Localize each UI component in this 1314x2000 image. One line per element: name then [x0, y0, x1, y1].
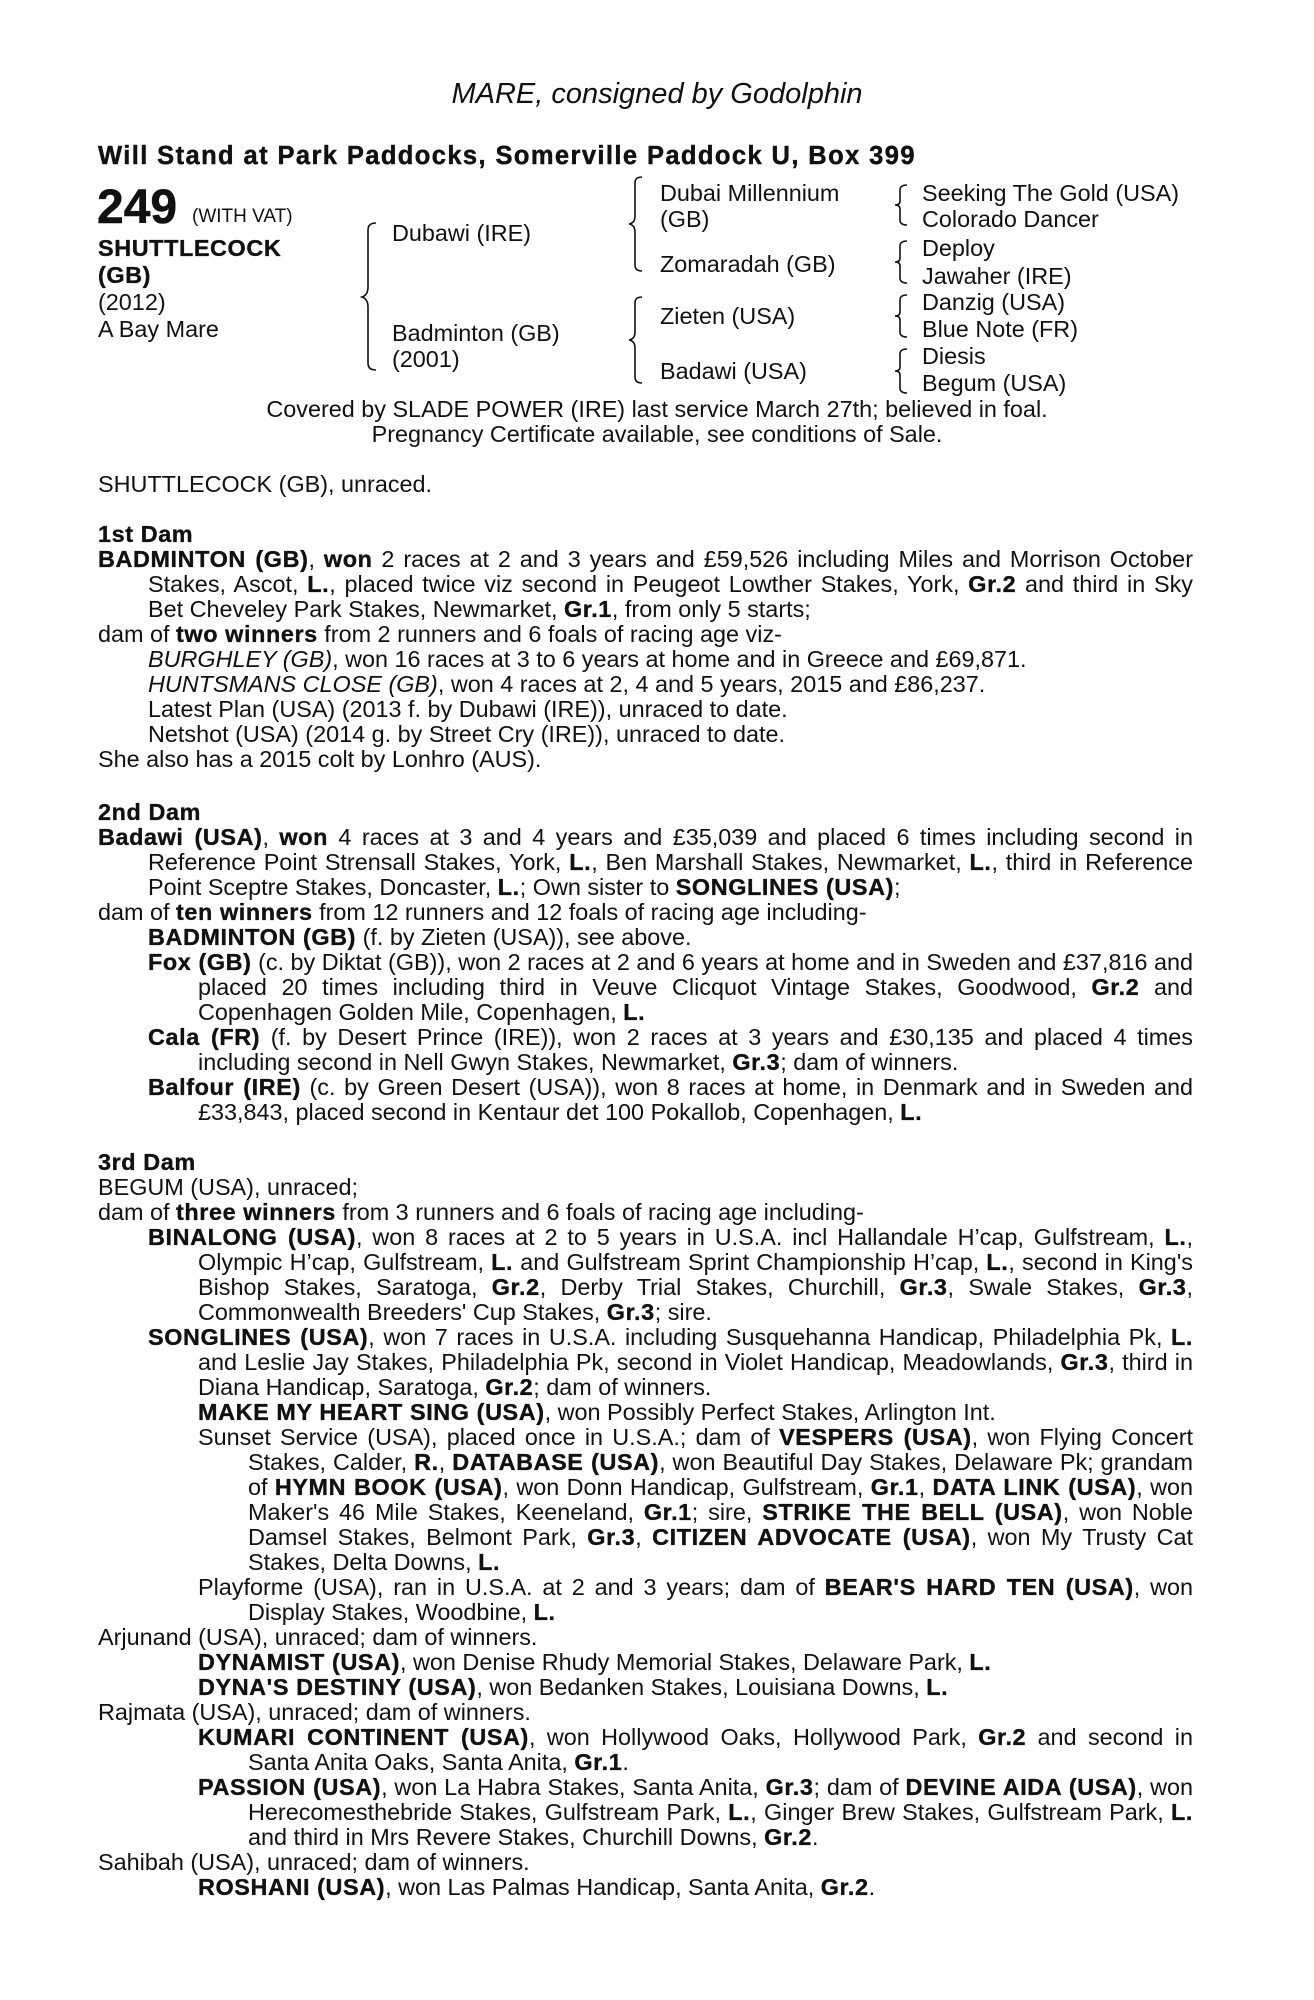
group-mark: Gr.3 [587, 1524, 636, 1550]
progeny-text: and Gulfstream Sprint Championship H’cap, [513, 1249, 987, 1275]
group-mark: Gr.3 [899, 1274, 948, 1300]
progeny-item [198, 1675, 1193, 1700]
progeny-item [198, 1575, 1193, 1625]
arjunand-line: Arjunand (USA), unraced; dam of winners. [98, 1624, 538, 1650]
group-mark: Gr.2 [1091, 974, 1140, 1000]
progeny-name: STRIKE THE BELL (USA) [762, 1499, 1063, 1525]
progeny-text: , won 4 races at 2, 4 and 5 years, 2015 and £86,237. [437, 671, 986, 697]
second-dam-text: 4 races at 3 and 4 years and £35,039 and placed 6 times including second in Reference Point Strensall Stakes, York, [148, 824, 1193, 875]
second-dam-name: Badawi (USA) [98, 824, 263, 850]
second-dam-text: ; Own sister to [519, 874, 676, 900]
progeny-text: , second in King's Bishop Stakes, Saratoga, [198, 1249, 1193, 1300]
progeny-text: , Olympic H’cap, Gulfstream, [198, 1224, 1193, 1275]
pedigree-sdd: Jawaher (IRE) [922, 263, 1072, 289]
progeny-text: ; dam of winners. [533, 1374, 712, 1400]
first-dam-name: BADMINTON (GB) [98, 546, 309, 572]
progeny-text: , won Flying Concert Stakes, Calder, [248, 1424, 1194, 1475]
pedigree-bracket-ss [893, 184, 913, 226]
group-mark: Gr.1 [574, 1749, 623, 1775]
page-title: MARE, consigned by Godolphin [451, 78, 863, 110]
progeny-text: , [918, 1474, 933, 1500]
progeny-text: , won 16 races at 3 to 6 years at home and in Greece and £69,871. [332, 646, 1027, 672]
dam-of-text: from 12 runners and 12 foals of racing age including- [312, 899, 867, 925]
listed-mark: L. [986, 1249, 1009, 1275]
progeny-name: DYNA'S DESTINY (USA) [198, 1674, 477, 1700]
second-dam-text: ; [893, 874, 901, 900]
progeny-text: , won My Trusty Cat Stakes, Delta Downs, [248, 1524, 1193, 1575]
progeny-text: ; dam of [813, 1774, 906, 1800]
progeny-item [198, 1725, 1193, 1775]
progeny-text: , Swale Stakes, [947, 1274, 1139, 1300]
progeny-text: and Leslie Jay Stakes, Philadelphia Pk, second in Violet Handicap, Meadowlands, [198, 1349, 1061, 1375]
third-dam-section [98, 1150, 1193, 1900]
progeny-text: Sunset Service (USA), placed once in U.S.A.; dam of [198, 1424, 780, 1450]
pedigree-dsd: Blue Note (FR) [922, 316, 1078, 342]
first-dam-also: She also has a 2015 colt by Lonhro (AUS). [98, 746, 542, 772]
progeny-item [148, 1075, 1193, 1125]
listed-mark: L. [1164, 1224, 1187, 1250]
dam-of-text: dam of [98, 1199, 177, 1225]
third-dam-progeny-list [98, 1225, 1193, 1625]
restricted-mark: R. [414, 1449, 439, 1475]
progeny-item [148, 647, 1193, 672]
group-mark: Gr.3 [765, 1774, 814, 1800]
first-dam-text: and third in Sky Bet Cheveley Park Stakes, Newmarket, [148, 571, 1194, 622]
progeny-text: Netshot (USA) (2014 g. by Street Cry (IRE)), unraced to date. [148, 721, 786, 747]
pedigree-bracket-ds [893, 294, 913, 338]
progeny-text: (c. by Green Desert (USA)), won 8 races at home, in Denmark and in Sweden and £33,843, placed second in Kentaur det 100 Pokallob, Copenhagen, [198, 1074, 1193, 1125]
listed-mark: L. [1171, 1324, 1193, 1350]
pedigree-dam-line1: Badminton (GB) [392, 320, 560, 346]
dam-of-text: from 2 runners and 6 foals of racing age viz- [317, 621, 782, 647]
progeny-name: BADMINTON (GB) [148, 924, 357, 950]
first-dam-won: won [323, 546, 373, 572]
progeny-item [148, 1025, 1193, 1075]
first-dam-text: 2 races at 2 and 3 years and £59,526 including Miles and Morrison October Stakes, Ascot, [148, 546, 1193, 597]
pedigree-bracket-sire [628, 176, 648, 272]
sister-name: SONGLINES (USA) [675, 874, 894, 900]
progeny-text: Playforme (USA), ran in U.S.A. at 2 and 3 years; dam of [198, 1574, 825, 1600]
progeny-item [148, 925, 1193, 950]
group-mark: Gr.2 [820, 1874, 869, 1900]
progeny-text: , won Noble Damsel Stakes, Belmont Park, [248, 1499, 1193, 1550]
second-dam-section [98, 800, 1193, 1125]
first-dam-text: , from only 5 starts; [611, 596, 811, 622]
first-dam-heading: 1st Dam [98, 521, 194, 547]
progeny-item [198, 1650, 1193, 1675]
progeny-text: , won Hollywood Oaks, Hollywood Park, [528, 1724, 979, 1750]
sahibah-progeny [98, 1875, 1193, 1900]
progeny-text: , Derby Trial Stakes, Churchill, [539, 1274, 900, 1300]
progeny-text: , won Possibly Perfect Stakes, Arlington Int. [544, 1399, 996, 1425]
second-dam-text: , third in Reference Point Sceptre Stakes, Doncaster, [148, 849, 1193, 900]
progeny-item [198, 1400, 1193, 1425]
progeny-text: , won 8 races at 2 to 5 years in U.S.A. incl Hallandale H’cap, Gulfstream, [355, 1224, 1165, 1250]
pedigree-dam-sire: Zieten (USA) [660, 303, 796, 329]
progeny-text: , Ginger Brew Stakes, Gulfstream Park, [750, 1799, 1171, 1825]
pedigree-sds: Deploy [922, 235, 995, 261]
pedigree-sire-dam: Zomaradah (GB) [660, 251, 836, 277]
progeny-text: ; sire. [654, 1299, 712, 1325]
listed-mark: L. [491, 1249, 514, 1275]
lot-vat: (WITH VAT) [192, 206, 293, 227]
progeny-item [148, 697, 1193, 722]
progeny-text: , won Herecomesthebride Stakes, Gulfstream Park, [248, 1774, 1193, 1825]
progeny-text: , won Donn Handicap, Gulfstream, [502, 1474, 871, 1500]
pedigree-dss: Danzig (USA) [922, 289, 1065, 315]
group-mark: Gr.2 [485, 1374, 534, 1400]
group-mark: Gr.1 [870, 1474, 919, 1500]
progeny-name: VESPERS (USA) [779, 1424, 972, 1450]
third-dam-heading: 3rd Dam [98, 1149, 196, 1175]
listed-mark: L. [969, 849, 992, 875]
group-mark: Gr.2 [978, 1724, 1027, 1750]
dam-of-text: from 3 runners and 6 foals of racing age including- [335, 1199, 864, 1225]
listed-mark: L. [926, 1674, 949, 1700]
listed-mark: L. [728, 1799, 751, 1825]
pedigree-dam-line2: (2001) [392, 346, 460, 372]
pedigree-bracket-dam [628, 296, 648, 384]
progeny-text: and second in Santa Anita Oaks, Santa Anita, [248, 1724, 1193, 1775]
pedigree-ddd: Begum (USA) [922, 370, 1067, 396]
progeny-text: , won La Habra Stakes, Santa Anita, [381, 1774, 766, 1800]
progeny-text: . [868, 1874, 876, 1900]
progeny-name: MAKE MY HEART SING (USA) [198, 1399, 545, 1425]
progeny-text: , won Beautiful Day Stakes, Delaware Pk; grandam of [248, 1449, 1193, 1500]
progeny-item [198, 1425, 1193, 1575]
progeny-item [148, 722, 1193, 747]
progeny-name: SONGLINES (USA) [148, 1324, 369, 1350]
progeny-name: BINALONG (USA) [148, 1224, 356, 1250]
progeny-item [148, 1225, 1193, 1325]
pedigree-dam-dam: Badawi (USA) [660, 358, 807, 384]
winners-count: ten winners [176, 899, 313, 925]
progeny-text: , Commonwealth Breeders' Cup Stakes, [198, 1274, 1193, 1325]
progeny-name: DATABASE (USA) [452, 1449, 660, 1475]
dam-of-text: dam of [98, 899, 177, 925]
group-mark: Gr.2 [764, 1824, 813, 1850]
progeny-text: ; dam of winners. [780, 1049, 959, 1075]
first-dam-produce-line [98, 622, 1193, 647]
group-mark: Gr.3 [1138, 1274, 1187, 1300]
progeny-name: KUMARI CONTINENT (USA) [198, 1724, 529, 1750]
third-dam-produce-line [98, 1200, 1193, 1225]
progeny-text: , won 7 races in U.S.A. including Susquehanna Handicap, Philadelphia Pk, [368, 1324, 1171, 1350]
progeny-text: , won Denise Rhudy Memorial Stakes, Delaware Park, [400, 1649, 970, 1675]
second-dam-won: won [279, 824, 328, 850]
second-dam-text: , Ben Marshall Stakes, Newmarket, [591, 849, 970, 875]
progeny-text: , won Bedanken Stakes, Louisiana Downs, [476, 1674, 927, 1700]
pedigree-dds: Diesis [922, 343, 986, 369]
progeny-text: . [622, 1749, 629, 1775]
first-dam-text: , placed twice viz second in Peugeot Lowther Stakes, York, [329, 571, 969, 597]
dam-of-text: dam of [98, 621, 177, 647]
intro-line: SHUTTLECOCK (GB), unraced. [98, 471, 433, 497]
listed-mark: L. [533, 1599, 556, 1625]
group-mark: Gr.2 [968, 571, 1017, 597]
pedigree-bracket-dd [893, 348, 913, 394]
listed-mark: L. [478, 1549, 501, 1575]
pedigree-sire: Dubawi (IRE) [392, 220, 532, 246]
rajmata-line: Rajmata (USA), unraced; dam of winners. [98, 1699, 531, 1725]
progeny-name: BURGHLEY (GB) [148, 646, 333, 672]
winners-count: two winners [176, 621, 318, 647]
first-dam-paragraph: BADMINTON (GB), won 2 races at 2 and 3 years and £59,526 including Miles and Morrison October Stakes, Ascot, L., placed twice viz second in Peugeot Lowther Stakes, York, Gr.2 and third in Sky Bet Cheveley Park Stakes, Newmarket, Gr.1, from only 5 starts; [98, 546, 1194, 622]
group-mark: Gr.2 [491, 1274, 540, 1300]
progeny-item [198, 1875, 1193, 1900]
progeny-text: , [635, 1524, 653, 1550]
listed-mark: L. [623, 999, 646, 1025]
progeny-name: HUNTSMANS CLOSE (GB) [148, 671, 438, 697]
pedigree-sire-sire-line1: Dubai Millennium [660, 180, 840, 206]
first-dam-progeny-list [98, 647, 1193, 747]
listed-mark: L. [497, 874, 520, 900]
group-mark: Gr.3 [606, 1299, 655, 1325]
progeny-text: Latest Plan (USA) (2013 f. by Dubawi (IRE)), unraced to date. [148, 696, 788, 722]
horse-year: (2012) [98, 289, 166, 315]
progeny-text: , third in Diana Handicap, Saratoga, [198, 1349, 1193, 1400]
second-dam-produce-line [98, 900, 1193, 925]
progeny-name: Fox (GB) [148, 949, 252, 975]
first-dam-section [98, 522, 1193, 772]
progeny-text: (c. by Diktat (GB)), won 2 races at 2 and 6 years at home and in Sweden and £37,816 and placed 20 times including third in Veuve Clicquot Vintage Stakes, Goodwood, [198, 949, 1193, 1000]
winners-count: three winners [176, 1199, 336, 1225]
listed-mark: L. [1170, 1799, 1193, 1825]
covered-line2: Pregnancy Certificate available, see conditions of Sale. [371, 421, 943, 447]
sahibah-line: Sahibah (USA), unraced; dam of winners. [98, 1849, 530, 1875]
progeny-name: DEVINE AIDA (USA) [905, 1774, 1137, 1800]
second-dam-heading: 2nd Dam [98, 799, 201, 825]
group-mark: Gr.3 [1060, 1349, 1109, 1375]
progeny-name: Balfour (IRE) [148, 1074, 301, 1100]
second-dam-progeny-list [98, 925, 1193, 1125]
songlines-progeny [148, 1400, 1193, 1625]
second-dam-paragraph: Badawi (USA), won 4 races at 3 and 4 years and £35,039 and placed 6 times including second in Reference Point Strensall Stakes, York, L., Ben Marshall Stakes, Newmarket, L., third in Reference Point Sceptre Stakes, Doncaster, L.; Own sister to SONGLINES (USA); [98, 824, 1193, 900]
progeny-text: (f. by Zieten (USA)), see above. [356, 924, 692, 950]
progeny-text: , won Display Stakes, Woodbine, [248, 1574, 1193, 1625]
progeny-text: (f. by Desert Prince (IRE)), won 2 races at 3 years and £30,135 and placed 4 times including second in Nell Gwyn Stakes, Newmarket, [198, 1024, 1193, 1075]
third-dam-line1: BEGUM (USA), unraced; [98, 1174, 358, 1200]
group-mark: Gr.1 [643, 1499, 692, 1525]
progeny-text: , won Maker's 46 Mile Stakes, Keeneland, [248, 1474, 1193, 1525]
group-mark: Gr.3 [732, 1049, 781, 1075]
horse-name-line1: SHUTTLECOCK [98, 235, 282, 261]
progeny-text: ; sire, [691, 1499, 763, 1525]
pedigree-sss: Seeking The Gold (USA) [922, 180, 1179, 206]
listed-mark: L. [969, 1649, 992, 1675]
pedigree-bracket-main [362, 222, 382, 372]
progeny-name: DATA LINK (USA) [932, 1474, 1137, 1500]
progeny-item [148, 950, 1193, 1025]
listed-mark: L. [900, 1099, 923, 1125]
progeny-text: and third in Mrs Revere Stakes, Churchill Downs, [248, 1824, 765, 1850]
progeny-item [148, 1325, 1193, 1400]
pedigree-bracket-sd [893, 240, 913, 284]
lot-number: 249 [97, 181, 178, 234]
progeny-text: , [438, 1449, 453, 1475]
progeny-item [148, 672, 1193, 697]
progeny-text: and Copenhagen Golden Mile, Copenhagen, [198, 974, 1193, 1025]
progeny-name: ROSHANI (USA) [198, 1874, 386, 1900]
covered-line1: Covered by SLADE POWER (IRE) last service March 27th; believed in foal. [266, 396, 1048, 422]
horse-name-line2: (GB) [98, 262, 152, 288]
progeny-name: PASSION (USA) [198, 1774, 382, 1800]
listed-mark: L. [307, 571, 330, 597]
pedigree-ssd: Colorado Dancer [922, 206, 1099, 232]
progeny-name: CITIZEN ADVOCATE (USA) [652, 1524, 971, 1550]
arjunand-progeny [98, 1650, 1193, 1700]
progeny-name: HYMN BOOK (USA) [274, 1474, 503, 1500]
listed-mark: L. [569, 849, 592, 875]
progeny-name: Cala (FR) [148, 1024, 261, 1050]
progeny-text: , won Las Palmas Handicap, Santa Anita, [385, 1874, 821, 1900]
rajmata-progeny [98, 1725, 1193, 1850]
progeny-name: BEAR'S HARD TEN (USA) [824, 1574, 1134, 1600]
pedigree-sire-sire-line2: (GB) [660, 206, 710, 232]
stand-location: Will Stand at Park Paddocks, Somerville Paddock U, Box 399 [98, 142, 916, 170]
group-mark: Gr.1 [564, 596, 612, 622]
progeny-item [198, 1775, 1193, 1850]
progeny-text: . [812, 1824, 819, 1850]
progeny-name: DYNAMIST (USA) [198, 1649, 401, 1675]
horse-description: A Bay Mare [98, 316, 219, 342]
